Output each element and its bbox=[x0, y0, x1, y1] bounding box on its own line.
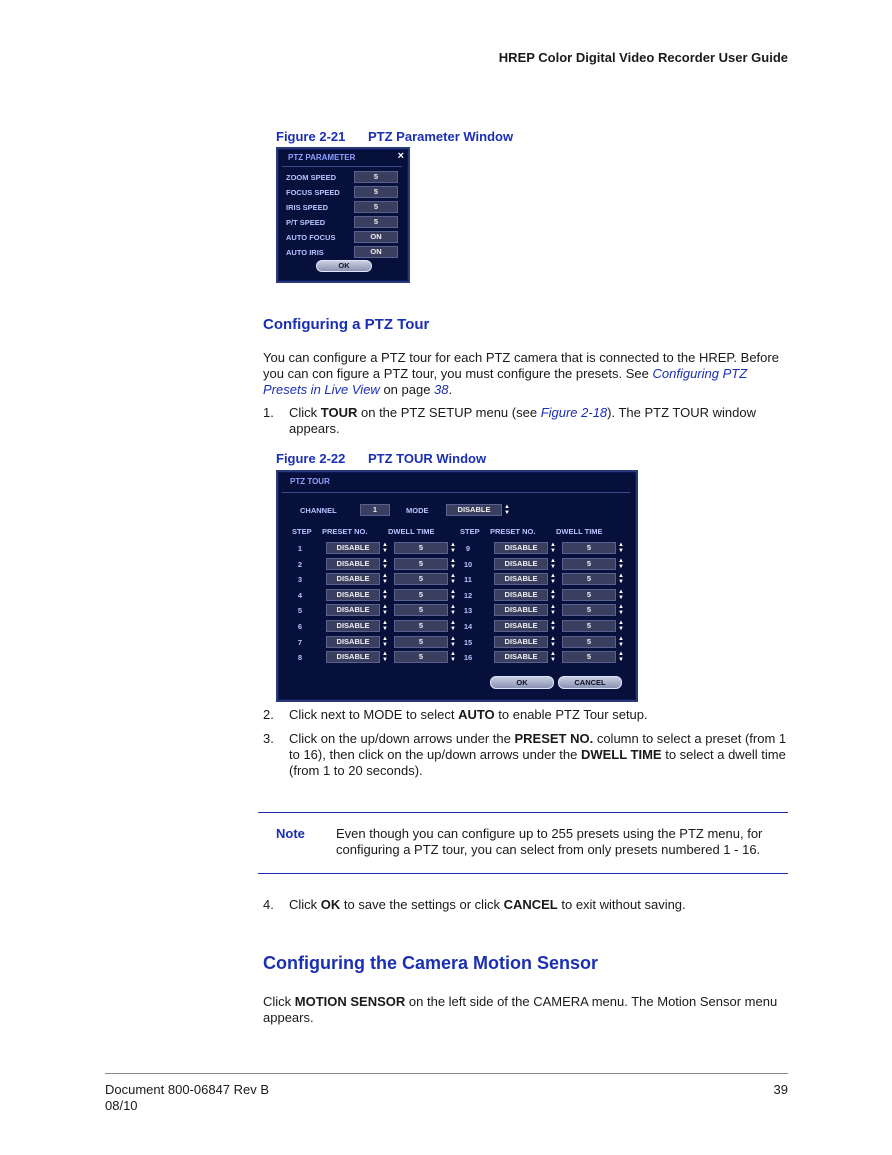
section-heading: Configuring a PTZ Tour bbox=[263, 316, 430, 333]
preset-select[interactable]: DISABLE bbox=[494, 542, 548, 554]
channel-field[interactable]: 1 bbox=[360, 504, 390, 516]
parameter-label: AUTO FOCUS bbox=[286, 233, 336, 242]
window-title: PTZ PARAMETER bbox=[288, 153, 356, 162]
running-header: HREP Color Digital Video Recorder User Guide bbox=[498, 50, 788, 65]
dwell-spinner-icon[interactable]: ▲ ▼ bbox=[450, 588, 456, 601]
title-divider bbox=[282, 492, 630, 493]
dwell-spinner-icon[interactable]: ▲ ▼ bbox=[618, 542, 624, 554]
column-header: STEP bbox=[292, 527, 312, 536]
step-text: to select a dwell time (from 1 to 20 seconds). bbox=[289, 747, 786, 778]
step-number-cell: 2 bbox=[297, 559, 303, 569]
preset-select[interactable]: DISABLE bbox=[326, 604, 380, 616]
preset-select[interactable]: DISABLE bbox=[494, 589, 548, 601]
step-number-cell: 11 bbox=[464, 575, 472, 585]
mode-label: MODE bbox=[406, 506, 429, 515]
note-bottom-rule bbox=[258, 873, 788, 874]
dwell-time-select[interactable]: 5 bbox=[394, 558, 448, 570]
footer-rule bbox=[105, 1073, 788, 1074]
preset-spinner-icon[interactable]: ▲ ▼ bbox=[550, 557, 556, 570]
step-number: 3. bbox=[263, 731, 274, 746]
ptz-parameter-window bbox=[276, 147, 410, 283]
parameter-value-field[interactable]: 5 bbox=[354, 201, 398, 213]
preset-select[interactable]: DISABLE bbox=[326, 636, 380, 648]
step-keyword: CANCEL bbox=[503, 897, 558, 912]
preset-select[interactable]: DISABLE bbox=[494, 558, 548, 570]
step-text: ). The PTZ TOUR window appears. bbox=[289, 405, 756, 436]
figure-title: PTZ TOUR Window bbox=[368, 451, 487, 466]
step-number: 2. bbox=[263, 707, 274, 722]
dwell-spinner-icon[interactable]: ▲ ▼ bbox=[618, 620, 624, 632]
preset-select[interactable]: DISABLE bbox=[326, 651, 380, 663]
preset-select[interactable]: DISABLE bbox=[494, 651, 548, 663]
step-text: Click bbox=[289, 405, 321, 420]
dwell-time-select[interactable]: 5 bbox=[562, 651, 616, 663]
cross-reference-link[interactable]: Configuring PTZ Presets in Live View bbox=[263, 366, 748, 397]
body-text: on the left side of the CAMERA menu. The Motion Sensor menu appears. bbox=[263, 994, 778, 1025]
step-text: Click next to MODE to select bbox=[289, 707, 459, 722]
step-text: column to select a preset (from 1 to 16), then click on the up/down arrows under the bbox=[289, 731, 787, 762]
intro-text: . bbox=[448, 382, 453, 397]
step-text: on the PTZ SETUP menu (see bbox=[357, 405, 541, 420]
parameter-value-field[interactable]: ON bbox=[354, 246, 398, 258]
step-number: 1. bbox=[263, 405, 274, 420]
step-text: to save the settings or click bbox=[340, 897, 504, 912]
preset-spinner-icon[interactable]: ▲ ▼ bbox=[382, 557, 388, 570]
step-1 bbox=[263, 405, 788, 437]
dwell-time-select[interactable]: 5 bbox=[562, 620, 616, 632]
window-title: PTZ TOUR bbox=[290, 477, 330, 486]
step-number-cell: 10 bbox=[463, 559, 473, 569]
step-number-cell: 9 bbox=[465, 544, 471, 553]
dwell-spinner-icon[interactable]: ▲ ▼ bbox=[618, 573, 624, 586]
preset-spinner-icon[interactable]: ▲ ▼ bbox=[382, 620, 388, 632]
dwell-time-select[interactable]: 5 bbox=[562, 636, 616, 648]
parameter-label: IRIS SPEED bbox=[286, 203, 329, 212]
ptz-tour-window bbox=[276, 470, 638, 702]
step-number-cell: 16 bbox=[463, 653, 473, 663]
dwell-time-select[interactable]: 5 bbox=[562, 558, 616, 570]
step-number-cell: 15 bbox=[463, 637, 473, 647]
column-header: DWELL TIME bbox=[388, 527, 435, 536]
step-number-cell: 7 bbox=[297, 637, 303, 647]
ok-button[interactable]: OK bbox=[490, 676, 554, 689]
close-icon[interactable]: × bbox=[397, 150, 404, 162]
step-number-cell: 8 bbox=[297, 653, 303, 663]
dwell-time-select[interactable]: 5 bbox=[394, 589, 448, 601]
preset-spinner-icon[interactable]: ▲ ▼ bbox=[550, 620, 556, 632]
dwell-time-select[interactable]: 5 bbox=[562, 589, 616, 601]
dwell-spinner-icon[interactable]: ▲ ▼ bbox=[618, 635, 624, 648]
step-2 bbox=[263, 707, 788, 723]
preset-spinner-icon[interactable]: ▲ ▼ bbox=[550, 635, 556, 648]
preset-spinner-icon[interactable]: ▲ ▼ bbox=[382, 542, 388, 554]
figure-link[interactable]: Figure 2-18 bbox=[540, 405, 608, 420]
preset-select[interactable]: DISABLE bbox=[494, 573, 548, 585]
preset-spinner-icon[interactable]: ▲ ▼ bbox=[550, 588, 556, 601]
parameter-value-field[interactable]: 5 bbox=[354, 186, 398, 198]
step-number-cell: 4 bbox=[297, 590, 303, 600]
parameter-label: FOCUS SPEED bbox=[286, 188, 340, 197]
dwell-spinner-icon[interactable]: ▲ ▼ bbox=[618, 557, 624, 570]
column-header: PRESET NO. bbox=[322, 527, 368, 536]
step-text: to enable PTZ Tour setup. bbox=[494, 707, 648, 722]
preset-spinner-icon[interactable]: ▲ ▼ bbox=[550, 651, 556, 664]
step-4 bbox=[263, 897, 788, 913]
parameter-label: P/T SPEED bbox=[286, 218, 326, 227]
page-number: 39 bbox=[773, 1082, 788, 1097]
preset-select[interactable]: DISABLE bbox=[326, 573, 380, 585]
body-text: Click bbox=[263, 994, 295, 1009]
mode-spinner-icon[interactable]: ▲ ▼ bbox=[504, 504, 510, 516]
dwell-time-select[interactable]: 5 bbox=[562, 573, 616, 585]
preset-select[interactable]: DISABLE bbox=[494, 604, 548, 616]
column-header: PRESET NO. bbox=[490, 527, 536, 536]
page-link[interactable]: 38 bbox=[434, 382, 449, 397]
section-heading: Configuring the Camera Motion Sensor bbox=[263, 953, 599, 973]
parameter-label: AUTO IRIS bbox=[286, 248, 324, 257]
dwell-spinner-icon[interactable]: ▲ ▼ bbox=[450, 573, 456, 586]
step-number-cell: 5 bbox=[297, 606, 303, 616]
figure-caption bbox=[276, 451, 486, 466]
step-number-cell: 3 bbox=[297, 575, 303, 585]
step-keyword: TOUR bbox=[320, 405, 358, 420]
dwell-spinner-icon[interactable]: ▲ ▼ bbox=[618, 588, 624, 601]
figure-number: Figure 2-21 bbox=[276, 129, 346, 144]
figure-number: Figure 2-22 bbox=[276, 451, 346, 466]
intro-paragraph bbox=[263, 350, 788, 398]
step-keyword: PRESET NO. bbox=[514, 731, 594, 746]
step-text: Click on the up/down arrows under the bbox=[289, 731, 515, 746]
intro-text: You can configure a PTZ tour for each PTZ camera that is connected to the HREP. Before you can con figure a PTZ tour, you must configure the presets. See bbox=[263, 350, 779, 381]
dwell-time-select[interactable]: 5 bbox=[394, 620, 448, 632]
dwell-spinner-icon[interactable]: ▲ ▼ bbox=[450, 620, 456, 632]
preset-select[interactable]: DISABLE bbox=[494, 620, 548, 632]
motion-sensor-paragraph bbox=[263, 994, 788, 1026]
dwell-time-select[interactable]: 5 bbox=[394, 651, 448, 663]
preset-spinner-icon[interactable]: ▲ ▼ bbox=[550, 542, 556, 554]
preset-spinner-icon[interactable]: ▲ ▼ bbox=[382, 635, 388, 648]
preset-select[interactable]: DISABLE bbox=[326, 589, 380, 601]
dwell-time-select[interactable]: 5 bbox=[394, 604, 448, 616]
parameter-label: ZOOM SPEED bbox=[286, 173, 337, 182]
preset-spinner-icon[interactable]: ▲ ▼ bbox=[382, 573, 388, 586]
preset-spinner-icon[interactable]: ▲ ▼ bbox=[550, 604, 556, 617]
dwell-spinner-icon[interactable]: ▲ ▼ bbox=[450, 542, 456, 554]
note-label: Note bbox=[276, 826, 305, 841]
parameter-value-field[interactable]: 5 bbox=[354, 216, 398, 228]
step-number-cell: 13 bbox=[463, 606, 473, 616]
step-text: to exit without saving. bbox=[557, 897, 686, 912]
column-header: DWELL TIME bbox=[556, 527, 603, 536]
dwell-time-select[interactable]: 5 bbox=[562, 604, 616, 616]
step-number-cell: 14 bbox=[463, 622, 473, 631]
title-divider bbox=[282, 166, 402, 167]
preset-spinner-icon[interactable]: ▲ ▼ bbox=[382, 604, 388, 617]
step-keyword: AUTO bbox=[458, 707, 495, 722]
step-keyword: OK bbox=[320, 897, 341, 912]
dwell-spinner-icon[interactable]: ▲ ▼ bbox=[450, 557, 456, 570]
dwell-spinner-icon[interactable]: ▲ ▼ bbox=[450, 635, 456, 648]
document-number: Document 800-06847 Rev B bbox=[105, 1082, 270, 1097]
step-text: Click bbox=[289, 897, 321, 912]
step-number-cell: 12 bbox=[463, 590, 473, 600]
preset-select[interactable]: DISABLE bbox=[326, 542, 380, 554]
step-number-cell: 1 bbox=[297, 544, 303, 553]
preset-spinner-icon[interactable]: ▲ ▼ bbox=[550, 573, 556, 586]
footer-document bbox=[105, 1082, 269, 1114]
mode-select[interactable]: DISABLE bbox=[446, 504, 502, 516]
parameter-value-field[interactable]: ON bbox=[354, 231, 398, 243]
dwell-time-select[interactable]: 5 bbox=[562, 542, 616, 554]
keyword: MOTION SENSOR bbox=[294, 994, 406, 1009]
intro-text: on page bbox=[379, 382, 435, 397]
step-keyword: DWELL TIME bbox=[580, 747, 662, 762]
note-top-rule bbox=[258, 812, 788, 813]
preset-spinner-icon[interactable]: ▲ ▼ bbox=[382, 651, 388, 664]
ok-button[interactable]: OK bbox=[316, 260, 372, 272]
parameter-value-field[interactable]: 5 bbox=[354, 171, 398, 183]
dwell-spinner-icon[interactable]: ▲ ▼ bbox=[618, 604, 624, 617]
document-date: 08/10 bbox=[105, 1098, 138, 1113]
step-3 bbox=[263, 731, 788, 779]
preset-spinner-icon[interactable]: ▲ ▼ bbox=[382, 588, 388, 601]
dwell-time-select[interactable]: 5 bbox=[394, 573, 448, 585]
note-text: Even though you can configure up to 255 presets using the PTZ menu, for configuring a PTZ tour, you can select from only presets numbered 1 - 16. bbox=[336, 826, 763, 857]
step-number-cell: 6 bbox=[297, 622, 303, 631]
dwell-spinner-icon[interactable]: ▲ ▼ bbox=[450, 651, 456, 664]
step-number: 4. bbox=[263, 897, 274, 912]
figure-title: PTZ Parameter Window bbox=[368, 129, 514, 144]
dwell-spinner-icon[interactable]: ▲ ▼ bbox=[618, 651, 624, 664]
dwell-time-select[interactable]: 5 bbox=[394, 542, 448, 554]
dwell-time-select[interactable]: 5 bbox=[394, 636, 448, 648]
channel-label: CHANNEL bbox=[300, 506, 337, 515]
figure-caption bbox=[276, 129, 513, 144]
column-header: STEP bbox=[460, 527, 480, 536]
cancel-button[interactable]: CANCEL bbox=[558, 676, 622, 689]
preset-select[interactable]: DISABLE bbox=[326, 558, 380, 570]
dwell-spinner-icon[interactable]: ▲ ▼ bbox=[450, 604, 456, 617]
preset-select[interactable]: DISABLE bbox=[494, 636, 548, 648]
preset-select[interactable]: DISABLE bbox=[326, 620, 380, 632]
